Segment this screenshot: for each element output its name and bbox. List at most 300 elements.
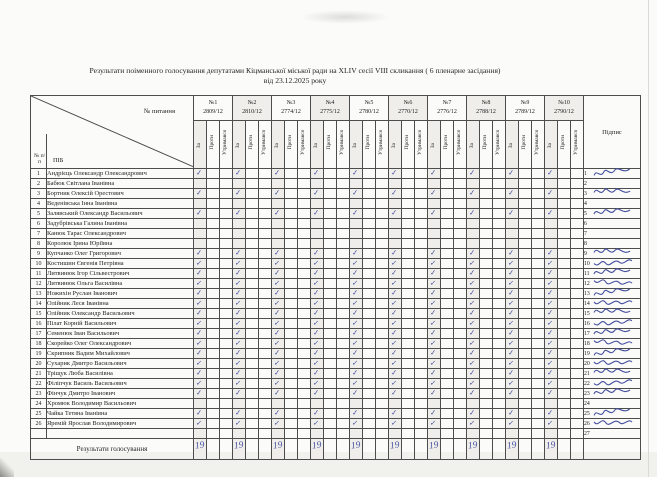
vote-cell [337, 199, 350, 209]
vote-check-mark: ✓ [195, 207, 203, 218]
vote-check-mark: ✓ [195, 318, 203, 328]
row-number: 15 [31, 309, 47, 319]
vote-cell [324, 289, 337, 299]
row-number: 16 [31, 319, 47, 329]
vote-check-mark: ✓ [390, 407, 398, 418]
vote-cell [558, 319, 571, 329]
vote-cell [571, 169, 584, 179]
vote-cell [298, 309, 311, 319]
vote-check-mark: ✓ [273, 318, 281, 328]
vote-cell [389, 419, 402, 429]
vote-cell [376, 199, 389, 209]
vote-cell [259, 269, 272, 279]
vote-cell [558, 169, 571, 179]
vote-cell [376, 369, 389, 379]
vote-cell [259, 279, 272, 289]
vote-option-label: Утримався [456, 129, 463, 155]
vote-cell [324, 349, 337, 359]
signature-cell: 14 [584, 299, 641, 309]
vote-cell [454, 239, 467, 249]
deputy-name: Тріщук Люба Василівна [47, 369, 194, 379]
vote-cell [558, 429, 571, 439]
vote-cell [259, 179, 272, 189]
vote-cell [194, 219, 207, 229]
vote-check-mark: ✓ [234, 278, 242, 288]
vote-check-mark: ✓ [351, 378, 359, 388]
vote-check-mark: ✓ [429, 298, 437, 308]
vote-cell [363, 339, 376, 349]
vote-cell [337, 319, 350, 329]
vote-cell [532, 279, 545, 289]
vote-cell [428, 229, 441, 239]
vote-cell [376, 209, 389, 219]
vote-cell [415, 299, 428, 309]
vote-cell [350, 349, 363, 359]
vote-cell [259, 319, 272, 329]
vote-check-mark: ✓ [507, 367, 515, 378]
vote-check-mark: ✓ [429, 338, 437, 348]
vote-cell [207, 339, 220, 349]
page-right-edge [648, 0, 649, 477]
vote-cell [246, 169, 259, 179]
vote-cell [480, 289, 493, 299]
deputy-name: Костишин Євгенія Петрівна [47, 259, 194, 269]
vote-cell [454, 219, 467, 229]
vote-cell [363, 219, 376, 229]
vote-cell [532, 179, 545, 189]
vote-cell [246, 359, 259, 369]
vote-check-mark: ✓ [195, 307, 203, 318]
vote-cell [207, 319, 220, 329]
vote-cell [428, 389, 441, 399]
vote-cell [337, 389, 350, 399]
vote-option-label: За [196, 143, 203, 149]
vote-check-mark: ✓ [390, 387, 398, 398]
vote-cell [194, 409, 207, 419]
vote-cell [324, 369, 337, 379]
vote-cell [285, 379, 298, 389]
vote-check-mark: ✓ [273, 267, 281, 278]
vote-cell [454, 329, 467, 339]
results-cell [337, 439, 350, 460]
vote-cell [493, 169, 506, 179]
vote-cell [259, 289, 272, 299]
vote-check-mark: ✓ [390, 358, 398, 368]
signature-cell: 18 [584, 339, 641, 349]
vote-cell [298, 279, 311, 289]
vote-cell [545, 219, 558, 229]
vote-cell [376, 219, 389, 229]
vote-cell [415, 409, 428, 419]
vote-cell [532, 319, 545, 329]
vote-option-header [415, 121, 428, 169]
vote-cell [311, 209, 324, 219]
vote-cell [389, 309, 402, 319]
vote-cell [480, 419, 493, 429]
vote-cell [246, 409, 259, 419]
vote-cell [467, 169, 480, 179]
vote-cell [454, 299, 467, 309]
deputy-row [31, 369, 641, 379]
signature-cell: 11 [584, 269, 641, 279]
vote-check-mark: ✓ [468, 327, 476, 338]
vote-cell [246, 309, 259, 319]
vote-check-mark: ✓ [273, 358, 281, 368]
vote-check-mark: ✓ [429, 278, 437, 288]
vote-option-header [545, 121, 558, 169]
vote-check-mark: ✓ [390, 167, 398, 178]
vote-check-mark: ✓ [429, 378, 437, 388]
vote-cell [402, 179, 415, 189]
vote-cell [298, 359, 311, 369]
vote-cell [233, 369, 246, 379]
vote-cell [194, 169, 207, 179]
vote-cell [376, 239, 389, 249]
deputy-name: Олійник Леся Іванівна [47, 299, 194, 309]
vote-check-mark: ✓ [273, 207, 281, 218]
vote-cell [350, 249, 363, 259]
deputy-row [31, 169, 641, 179]
row-number: 23 [31, 389, 47, 399]
vote-cell [402, 309, 415, 319]
deputy-name: Фінчук Дмитро Іванович [47, 389, 194, 399]
vote-cell [402, 359, 415, 369]
deputy-row [31, 229, 641, 239]
vote-cell [402, 299, 415, 309]
vote-cell [194, 289, 207, 299]
vote-cell [246, 209, 259, 219]
vote-cell [363, 399, 376, 409]
vote-cell [415, 309, 428, 319]
vote-cell [233, 349, 246, 359]
vote-cell [493, 409, 506, 419]
vote-cell [571, 359, 584, 369]
vote-check-mark: ✓ [429, 358, 437, 368]
vote-cell [415, 289, 428, 299]
corner-label-question: № питання [144, 108, 175, 115]
vote-cell [493, 229, 506, 239]
vote-cell [571, 229, 584, 239]
vote-option-header [337, 121, 350, 169]
vote-check-mark: ✓ [546, 407, 554, 418]
vote-cell [246, 239, 259, 249]
vote-cell [298, 329, 311, 339]
vote-cell [220, 369, 233, 379]
vote-cell [285, 319, 298, 329]
vote-cell [428, 419, 441, 429]
row-number: 17 [31, 329, 47, 339]
vote-cell [519, 229, 532, 239]
results-cell [506, 439, 519, 460]
row-number: 18 [31, 339, 47, 349]
vote-cell [233, 249, 246, 259]
vote-cell [415, 389, 428, 399]
vote-cell [337, 359, 350, 369]
vote-check-mark: ✓ [273, 367, 281, 378]
vote-cell [207, 359, 220, 369]
deputy-name: Литвинюк Ольга Василівна [47, 279, 194, 289]
vote-check-mark: ✓ [429, 387, 437, 398]
vote-check-mark: ✓ [507, 167, 515, 178]
vote-cell [558, 369, 571, 379]
vote-cell [220, 269, 233, 279]
vote-cell [337, 369, 350, 379]
vote-cell [402, 339, 415, 349]
vote-cell [571, 409, 584, 419]
vote-cell [259, 209, 272, 219]
vote-check-mark: ✓ [468, 358, 476, 368]
vote-cell [506, 409, 519, 419]
row-number: 20 [31, 359, 47, 369]
vote-cell [428, 169, 441, 179]
vote-cell [220, 399, 233, 409]
vote-cell [389, 349, 402, 359]
vote-cell [324, 379, 337, 389]
vote-cell [415, 339, 428, 349]
vote-cell [532, 349, 545, 359]
vote-cell [220, 419, 233, 429]
vote-cell [233, 409, 246, 419]
vote-check-mark: ✓ [507, 338, 515, 348]
results-cell [402, 439, 415, 460]
vote-cell [246, 369, 259, 379]
vote-option-header [519, 121, 532, 169]
vote-cell [545, 269, 558, 279]
signature-cell: 7 [584, 229, 641, 239]
vote-option-header [363, 121, 376, 169]
vote-check-mark: ✓ [234, 167, 242, 178]
vote-cell [558, 339, 571, 349]
vote-cell [558, 399, 571, 409]
vote-check-mark: ✓ [351, 187, 359, 198]
signature-header: Підпис [584, 96, 641, 169]
vote-cell [363, 249, 376, 259]
vote-cell [571, 429, 584, 439]
row-number: 3 [31, 189, 47, 199]
vote-cell [519, 349, 532, 359]
vote-cell [415, 249, 428, 259]
vote-option-label: Проти [365, 134, 372, 150]
deputy-name: Андрієць Олександр Олександрович [47, 169, 194, 179]
vote-check-mark: ✓ [390, 347, 398, 358]
vote-cell [285, 229, 298, 239]
vote-cell [389, 249, 402, 259]
vote-cell [194, 419, 207, 429]
vote-cell [337, 309, 350, 319]
vote-option-header [480, 121, 493, 169]
vote-check-mark: ✓ [507, 387, 515, 398]
signature-cell: 1 [584, 169, 641, 179]
vote-cell [207, 429, 220, 439]
vote-cell [298, 199, 311, 209]
vote-check-mark: ✓ [234, 418, 242, 428]
vote-cell [272, 249, 285, 259]
vote-option-header [493, 121, 506, 169]
page-title-line1: Результати поіменного голосування депутатами Кіцманської міської ради на XLIV сесії VIII скликання ( 6 пленарне засідання) [89, 66, 501, 75]
vote-cell [545, 249, 558, 259]
vote-check-mark: ✓ [507, 207, 515, 218]
vote-cell [324, 199, 337, 209]
vote-cell [220, 249, 233, 259]
vote-cell [454, 399, 467, 409]
vote-cell [220, 339, 233, 349]
vote-cell [454, 419, 467, 429]
vote-check-mark: ✓ [429, 327, 437, 338]
vote-cell [246, 249, 259, 259]
vote-cell [558, 179, 571, 189]
vote-check-mark: ✓ [312, 167, 320, 178]
vote-cell [493, 369, 506, 379]
vote-cell [285, 409, 298, 419]
vote-cell [350, 269, 363, 279]
vote-cell [337, 399, 350, 409]
vote-cell [363, 279, 376, 289]
vote-check-mark: ✓ [507, 327, 515, 338]
vote-cell [233, 229, 246, 239]
vote-cell [298, 339, 311, 349]
vote-cell [441, 169, 454, 179]
vote-cell [220, 179, 233, 189]
results-cell [363, 439, 376, 460]
vote-cell [220, 429, 233, 439]
vote-cell [480, 299, 493, 309]
vote-check-mark: ✓ [390, 367, 398, 378]
vote-option-label: За [352, 143, 359, 149]
vote-cell [506, 349, 519, 359]
vote-check-mark: ✓ [429, 207, 437, 218]
vote-cell [272, 349, 285, 359]
vote-check-mark: ✓ [468, 378, 476, 388]
deputy-row [31, 389, 641, 399]
vote-cell [480, 379, 493, 389]
vote-check-mark: ✓ [312, 258, 320, 268]
vote-cell [207, 239, 220, 249]
vote-option-label: Проти [248, 134, 255, 150]
vote-cell [467, 219, 480, 229]
vote-cell [324, 239, 337, 249]
vote-check-mark: ✓ [390, 278, 398, 288]
results-value: 19 [545, 440, 557, 452]
vote-cell [298, 189, 311, 199]
vote-cell [415, 419, 428, 429]
vote-cell [441, 209, 454, 219]
vote-cell [194, 229, 207, 239]
deputy-name: Хромюк Володимир Васильович [47, 399, 194, 409]
vote-cell [337, 249, 350, 259]
vote-check-mark: ✓ [195, 387, 203, 398]
deputy-name [47, 429, 194, 439]
vote-cell [259, 399, 272, 409]
vote-cell [493, 249, 506, 259]
vote-check-mark: ✓ [234, 298, 242, 308]
vote-check-mark: ✓ [390, 338, 398, 348]
vote-cell [441, 229, 454, 239]
vote-cell [428, 219, 441, 229]
vote-cell [558, 269, 571, 279]
vote-cell [220, 359, 233, 369]
vote-cell [467, 329, 480, 339]
vote-cell [220, 219, 233, 229]
vote-cell [363, 419, 376, 429]
deputy-name: Королюк Ірина Юріївна [47, 239, 194, 249]
vote-option-header [220, 121, 233, 169]
signature-cell: 15 [584, 309, 641, 319]
vote-cell [246, 179, 259, 189]
vote-cell [493, 199, 506, 209]
vote-cell [259, 169, 272, 179]
vote-cell [571, 389, 584, 399]
vote-check-mark: ✓ [312, 318, 320, 328]
vote-check-mark: ✓ [546, 278, 554, 288]
vote-option-header [402, 121, 415, 169]
vote-option-label: За [508, 143, 515, 149]
vote-cell [532, 329, 545, 339]
vote-cell [467, 389, 480, 399]
vote-check-mark: ✓ [468, 338, 476, 348]
vote-cell [272, 229, 285, 239]
vote-option-label: Утримався [261, 129, 268, 155]
deputy-name: Задубрівська Галина Іванівна [47, 219, 194, 229]
vote-option-label: За [313, 143, 320, 149]
signature-cell: 25 [584, 409, 641, 419]
vote-cell [233, 419, 246, 429]
results-cell [415, 439, 428, 460]
vote-cell [337, 379, 350, 389]
vote-check-mark: ✓ [273, 167, 281, 178]
vote-cell [337, 189, 350, 199]
row-number: 6 [31, 219, 47, 229]
vote-cell [207, 349, 220, 359]
vote-cell [285, 219, 298, 229]
vote-cell [506, 289, 519, 299]
vote-check-mark: ✓ [234, 247, 242, 258]
vote-cell [571, 219, 584, 229]
vote-cell [259, 309, 272, 319]
vote-cell [480, 249, 493, 259]
vote-cell [298, 419, 311, 429]
vote-cell [194, 189, 207, 199]
vote-cell [324, 279, 337, 289]
vote-check-mark: ✓ [468, 347, 476, 358]
vote-cell [311, 289, 324, 299]
row-number: 11 [31, 269, 47, 279]
vote-cell [220, 189, 233, 199]
vote-check-mark: ✓ [429, 247, 437, 258]
vote-cell [415, 279, 428, 289]
deputy-name: Скрипник Вадим Михайлович [47, 349, 194, 359]
vote-cell [402, 369, 415, 379]
vote-cell [545, 229, 558, 239]
vote-check-mark: ✓ [273, 278, 281, 288]
vote-cell [506, 209, 519, 219]
vote-cell [246, 329, 259, 339]
vote-cell [454, 259, 467, 269]
vote-cell [467, 369, 480, 379]
vote-cell [506, 269, 519, 279]
vote-cell [272, 409, 285, 419]
vote-check-mark: ✓ [312, 267, 320, 278]
vote-cell [545, 169, 558, 179]
vote-check-mark: ✓ [351, 318, 359, 328]
vote-cell [207, 399, 220, 409]
vote-cell [519, 389, 532, 399]
vote-cell [285, 299, 298, 309]
vote-cell [428, 369, 441, 379]
signature-cell: 3 [584, 189, 641, 199]
vote-cell [519, 399, 532, 409]
vote-cell [441, 339, 454, 349]
vote-check-mark: ✓ [390, 298, 398, 308]
